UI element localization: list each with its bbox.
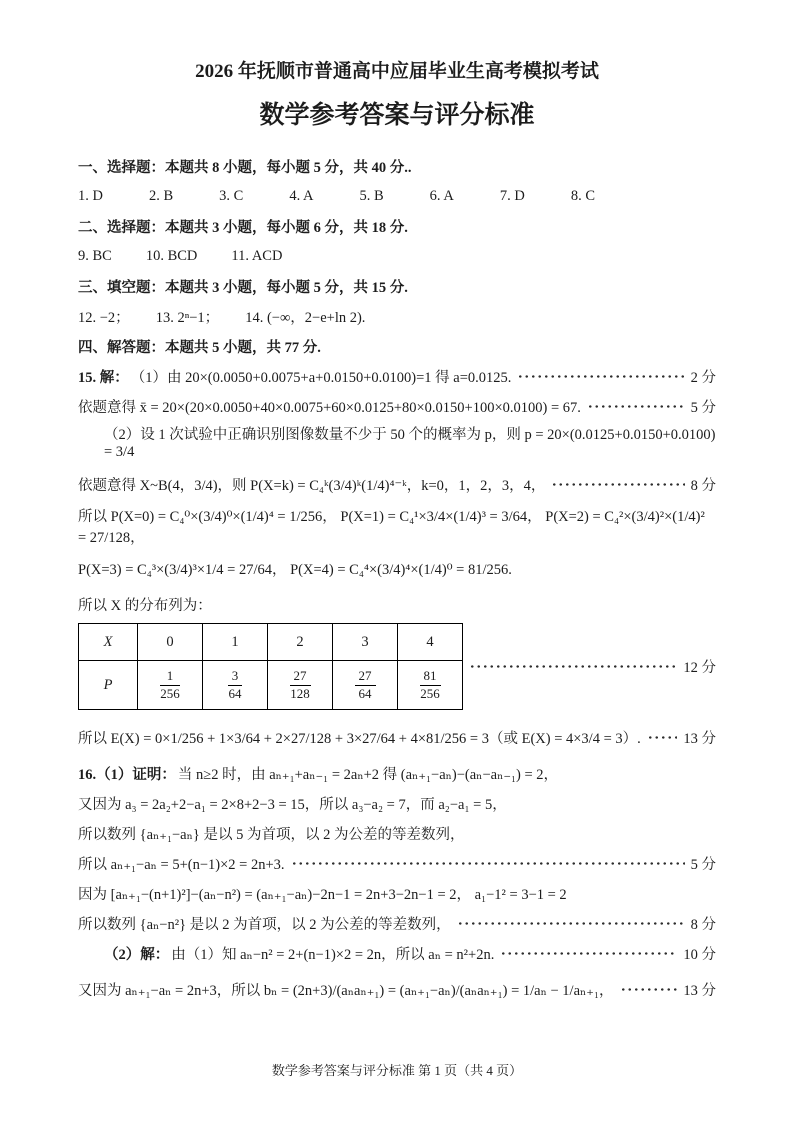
line-text: 所以 P(X=0) = C₄⁰×(3/4)⁰×(1/4)⁴ = 1/256， P(X=1) = C₄¹×3/4×(1/4)³ = 3/64， P(X=2) = C₄²×(3/4)²×(1/4)² = 27/128， — [78, 509, 705, 546]
answer-item: 5. B — [359, 187, 384, 204]
page-subtitle: 数学参考答案与评分标准 — [259, 102, 535, 129]
solution-line-16-2 — [78, 788, 716, 818]
answer-item: 6. A — [429, 187, 454, 204]
table-header-x: X — [79, 624, 138, 661]
solution-line-16-5 — [78, 878, 716, 908]
answer-item: 4. A — [289, 187, 314, 204]
solution-line-16-7 — [78, 938, 716, 968]
line-text: （2）设 1 次试验中正确识别图像数量不少于 50 个的概率为 p，则 p = 20×(0.0125+0.0150+0.0100) = 3/4 — [104, 427, 716, 460]
fraction: $\frac{27}{64}$ — [355, 669, 376, 702]
score-label: 10 分 — [683, 946, 716, 963]
solution-line-16-3 — [78, 818, 716, 848]
score-label: 13 分 — [683, 730, 716, 747]
solution-line-16-8 — [78, 968, 716, 1010]
section3-header: 三、填空题：本题共 3 小题，每小题 5 分，共 15 分. — [78, 279, 408, 296]
solution-line-16-6 — [78, 908, 716, 938]
table-cell-x2: 2 — [268, 624, 333, 661]
solution-line-15-1 — [78, 361, 716, 391]
solution-line-16-4 — [78, 848, 716, 878]
answer-item: 10. BCD — [145, 247, 198, 264]
solution-line-15-6 — [78, 547, 716, 589]
answer-item: 9. BC — [78, 247, 112, 264]
distribution-table — [78, 623, 463, 710]
dot-leader — [517, 375, 684, 378]
line-text: 所以数列 {aₙ₊₁−aₙ} 是以 5 为首项，以 2 为公差的等差数列， — [78, 826, 465, 843]
solution-line-15-3 — [78, 421, 716, 463]
answer-item: 12. −2； — [78, 309, 130, 326]
table-cell-x1: 1 — [203, 624, 268, 661]
page-title: 2026 年抚顺市普通高中应届毕业生高考模拟考试 — [195, 61, 599, 82]
answer-item: 11. ACD — [231, 247, 283, 264]
table-cell-p4 — [398, 661, 463, 710]
fraction: $\frac{1}{256}$ — [160, 667, 180, 701]
line-text: （1）由 20×(0.0050+0.0075+a+0.0150+0.0100)=1 得 a=0.0125. — [130, 369, 512, 386]
fraction: $\frac{3}{64}$ — [228, 667, 242, 701]
table-cell-x4: 4 — [398, 624, 463, 661]
dot-leader — [500, 952, 677, 955]
solution-line-15-4 — [78, 463, 716, 505]
fraction: $\frac{81}{256}$ — [420, 667, 440, 701]
score-label: 2 分 — [690, 369, 716, 386]
score-label: 5 分 — [690, 856, 716, 873]
answer-item: 3. C — [219, 187, 244, 204]
dot-leader — [551, 483, 684, 486]
answer-item: 2. B — [148, 187, 174, 204]
line-text: 所以 E(X) = 0×1/256 + 1×3/64 + 2×27/128 + 3×27/64 + 4×81/256 = 3（或 E(X) = 4×3/4 = 3）. — [78, 730, 641, 747]
section4-header: 四、解答题：本题共 5 小题，共 77 分. — [78, 339, 321, 356]
table-cell-x0: 0 — [138, 624, 203, 661]
answer-item: 8. C — [570, 187, 595, 204]
answer-item: 14. (−∞，2−e+ln 2). — [245, 309, 366, 326]
answer-item: 7. D — [499, 187, 525, 204]
distribution-table-row — [78, 623, 716, 710]
score-label: 13 分 — [683, 982, 716, 999]
line-text: 由（1）知 aₙ−n² = 2+(n−1)×2 = 2n，所以 aₙ = n²+2n. — [171, 946, 495, 963]
solution-line-15-2 — [78, 391, 716, 421]
score-label: 8 分 — [690, 477, 716, 494]
line-label: （2）解： — [104, 946, 170, 963]
score-label: 5 分 — [690, 399, 716, 416]
solution-line-15-7 — [78, 589, 716, 619]
score-label: 12 分 — [683, 660, 716, 676]
solution-line-15-8 — [78, 716, 716, 758]
table-cell-x3: 3 — [333, 624, 398, 661]
dot-leader — [587, 405, 685, 408]
line-label: 15. 解： — [78, 369, 129, 386]
table-cell-p3 — [333, 661, 398, 710]
table-header-p: P — [79, 661, 138, 710]
line-text: 依题意得 x̄ = 20×(20×0.0050+40×0.0075+60×0.0125+80×0.0150+100×0.0100) = 67. — [78, 399, 581, 416]
table-cell-p2 — [268, 661, 333, 710]
dot-leader — [469, 665, 677, 668]
line-text: 因为 [aₙ₊₁−(n+1)²]−(aₙ−n²) = (aₙ₊₁−aₙ)−2n−1 = 2n+3−2n−1 = 2， a₁−1² = 3−1 = 2 — [78, 886, 567, 903]
line-text: 所以 aₙ₊₁−aₙ = 5+(n−1)×2 = 2n+3. — [78, 856, 285, 873]
fraction: $\frac{27}{128}$ — [290, 667, 310, 701]
score-label: 8 分 — [690, 916, 716, 933]
section1-answers-row — [78, 181, 716, 211]
line-text: 所以 X 的分布列为： — [78, 597, 212, 614]
solution-line-15-5 — [78, 505, 716, 547]
solution-line-16-1 — [78, 758, 716, 788]
line-text: 当 n≥2 时，由 aₙ₊₁+aₙ₋₁ = 2aₙ+2 得 (aₙ₊₁−aₙ)−(aₙ−aₙ₋₁) = 2， — [177, 766, 559, 783]
line-text: 依题意得 X~B(4，3/4)，则 P(X=k) = C₄ᵏ(3/4)ᵏ(1/4)⁴⁻ᵏ，k=0，1，2，3，4， — [78, 477, 546, 494]
section1-header: 一、选择题：本题共 8 小题，每小题 5 分，共 40 分.. — [78, 159, 412, 176]
page-footer: 数学参考答案与评分标准 第 1 页（共 4 页） — [271, 1063, 523, 1078]
table-cell-p1 — [203, 661, 268, 710]
line-text: 又因为 aₙ₊₁−aₙ = 2n+3，所以 bₙ = (2n+3)/(aₙaₙ₊₁) = (aₙ₊₁−aₙ)/(aₙaₙ₊₁) = 1/aₙ − 1/aₙ₊₁， — [78, 982, 614, 999]
section2-answers-row — [78, 241, 716, 271]
dot-leader — [620, 988, 678, 991]
line-text: P(X=3) = C₄³×(3/4)³×1/4 = 27/64， P(X=4) = C₄⁴×(3/4)⁴×(1/4)⁰ = 81/256. — [78, 561, 512, 578]
line-text: 又因为 a₃ = 2a₂+2−a₁ = 2×8+2−3 = 15，所以 a₃−a₂ = 7，而 a₂−a₁ = 5， — [78, 796, 507, 813]
line-text: 所以数列 {aₙ−n²} 是以 2 为首项，以 2 为公差的等差数列， — [78, 916, 451, 933]
dot-leader — [647, 736, 678, 739]
line-label: 16.（1）证明： — [78, 766, 176, 783]
table-cell-p0 — [138, 661, 203, 710]
answer-item: 1. D — [78, 187, 103, 204]
section2-header: 二、选择题：本题共 3 小题，每小题 6 分，共 18 分. — [78, 219, 408, 236]
answer-item: 13. 2ⁿ−1； — [155, 309, 220, 326]
dot-leader — [457, 922, 685, 925]
section3-answers-row — [78, 301, 716, 331]
dot-leader — [291, 862, 685, 865]
